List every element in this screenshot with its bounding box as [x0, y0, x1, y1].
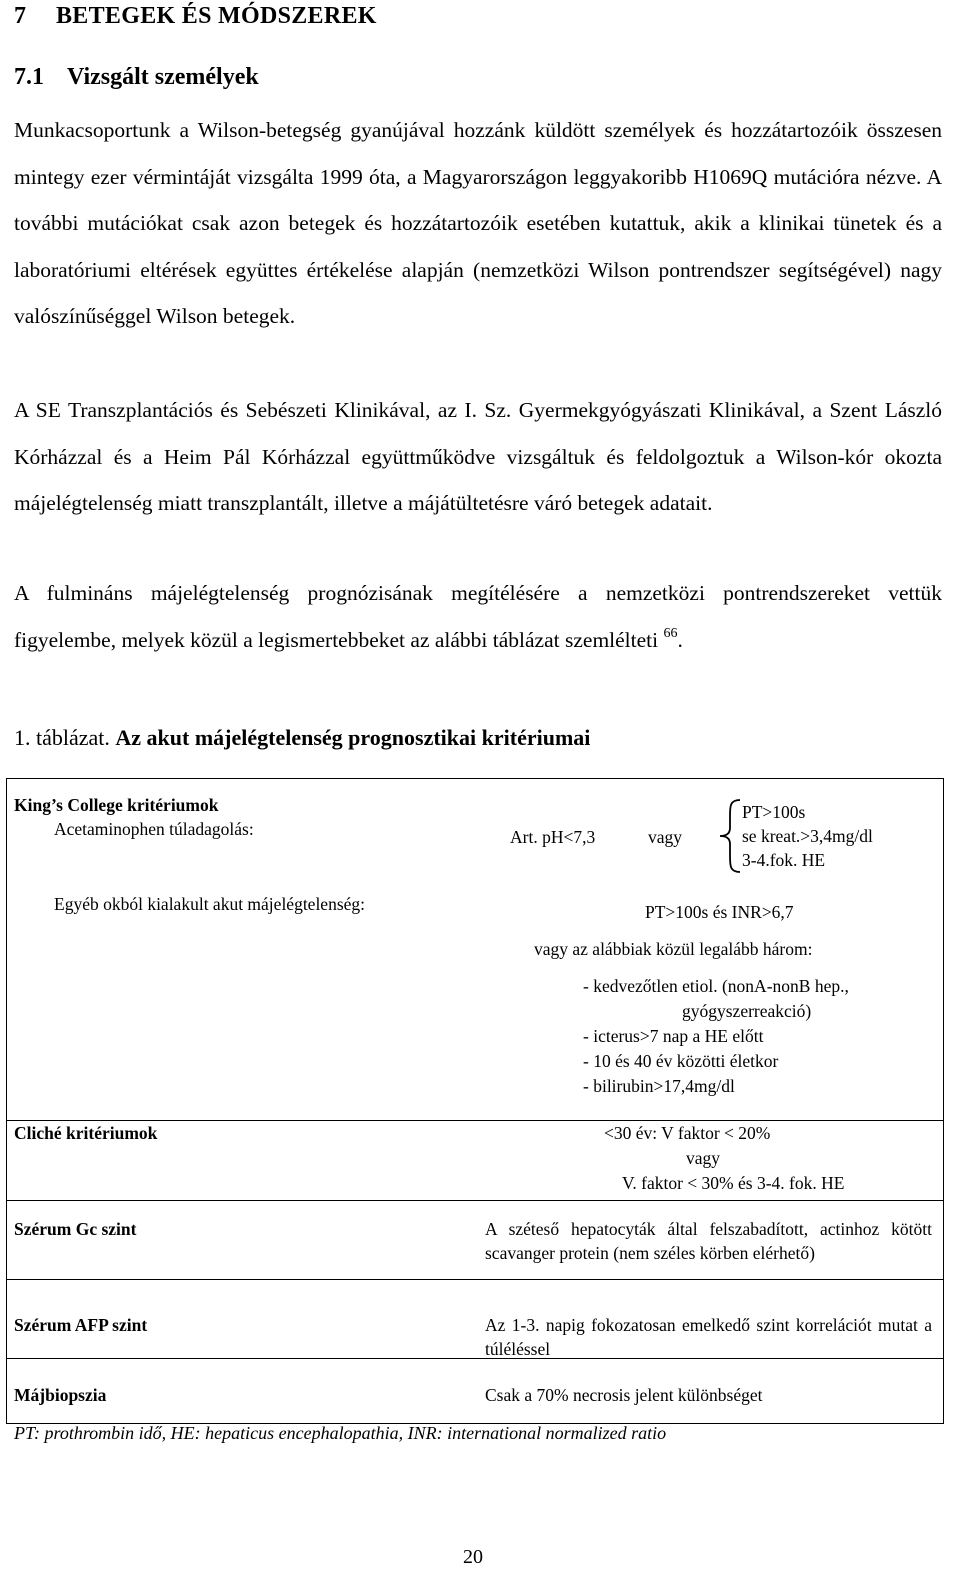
chapter-heading — [14, 3, 377, 30]
acetaminophen-label: Acetaminophen túladagolás: — [54, 819, 254, 839]
cliche-line-1: <30 év: V faktor < 20% — [604, 1123, 771, 1143]
section-title: Vizsgált személyek — [67, 64, 259, 90]
citation-reference: 66 — [663, 625, 678, 641]
cliche-line-3: V. faktor < 30% és 3-4. fok. HE — [622, 1173, 845, 1193]
paragraph-3-text: A fulmináns májelégtelenség prognózisának megítélésére a nemzetközi pontrendszereket vettük figyelembe, melyek közül a legismertebbeket az alábbi táblázat szemlélteti — [14, 581, 942, 652]
paragraph-2: A SE Transzplantációs és Sebészeti Klinikával, az I. Sz. Gyermekgyógyászati Klinikával, a Szent László Kórházzal és a Heim Pál Kórházzal együttműködve vizsgáltuk és feldolgoztuk a Wilson-kór okozta májelégtelenség miatt transzplantált, illetve a májátültetésre váró betegek adatait. — [14, 398, 942, 515]
gc-description: A széteső hepatocyták által felszabadított, actinhoz kötött scavanger protein (nem széles körben elérhető) — [485, 1219, 932, 1263]
cliche-line-2: vagy — [686, 1148, 721, 1168]
table-caption-label: 1. táblázat. — [14, 725, 110, 750]
table-caption — [14, 725, 590, 751]
vagy-label: vagy — [648, 827, 683, 847]
criteria-list-item: gyógyszerreakció) — [682, 1001, 812, 1021]
pt-inr-criterion: PT>100s és INR>6,7 — [645, 902, 794, 922]
brace-item-2: se kreat.>3,4mg/dl — [742, 826, 873, 846]
section-heading — [14, 64, 259, 91]
gc-title: Szérum Gc szint — [14, 1219, 137, 1239]
brace-item-3: 3-4.fok. HE — [742, 850, 826, 870]
other-cause-label: Egyéb okból kialakult akut májelégtelenség: — [54, 894, 366, 914]
biopsy-title: Májbiopszia — [14, 1385, 107, 1405]
chapter-title: BETEGEK ÉS MÓDSZEREK — [56, 3, 377, 29]
paragraph-3-end: . — [677, 627, 683, 652]
paragraph-1: Munkacsoportunk a Wilson-betegség gyanújával hozzánk küldött személyek és hozzátartozóik összesen mintegy ezer vérmintáját vizsgálta 1999 óta, a Magyarországon leggyakoribb H1069Q mutációra nézve. A további mutációkat csak azon betegek és hozzátartozóik esetében kutattuk, akik a klinikai tünetek és a laboratóriumi eltérések együttes értékelése alapján (nemzetközi Wilson pontrendszer segítségével) nagy valószínűséggel Wilson betegek. — [14, 118, 942, 328]
criteria-list-item: - 10 és 40 év közötti életkor — [583, 1051, 779, 1071]
brace-item-1: PT>100s — [742, 802, 806, 822]
table-caption-title: Az akut májelégtelenség prognosztikai kritériumai — [115, 725, 591, 750]
criteria-list-item: - icterus>7 nap a HE előtt — [583, 1026, 764, 1046]
paragraph-3 — [14, 570, 942, 663]
kings-college-title: King’s College kritériumok — [14, 795, 219, 815]
afp-title: Szérum AFP szint — [14, 1315, 148, 1335]
criteria-list-item: - bilirubin>17,4mg/dl — [583, 1076, 735, 1096]
page-number: 20 — [463, 1546, 483, 1568]
chapter-number: 7 — [14, 3, 27, 29]
section-number: 7.1 — [14, 64, 44, 90]
biopsy-description: Csak a 70% necrosis jelent különbséget — [485, 1385, 763, 1405]
table-footnote: PT: prothrombin idő, HE: hepaticus encephalopathia, INR: international normalized ratio — [14, 1423, 667, 1443]
three-of-following: vagy az alábbiak közül legalább három: — [534, 939, 813, 959]
criteria-list-item: - kedvezőtlen etiol. (nonA-nonB hep., — [583, 976, 849, 996]
art-ph-value: Art. pH<7,3 — [510, 827, 596, 847]
cliche-title: Cliché kritériumok — [14, 1123, 158, 1143]
afp-description: Az 1-3. napig fokozatosan emelkedő szint korrelációt mutat a túléléssel — [485, 1315, 932, 1359]
row-divider — [7, 1279, 943, 1280]
row-divider — [7, 1200, 943, 1201]
